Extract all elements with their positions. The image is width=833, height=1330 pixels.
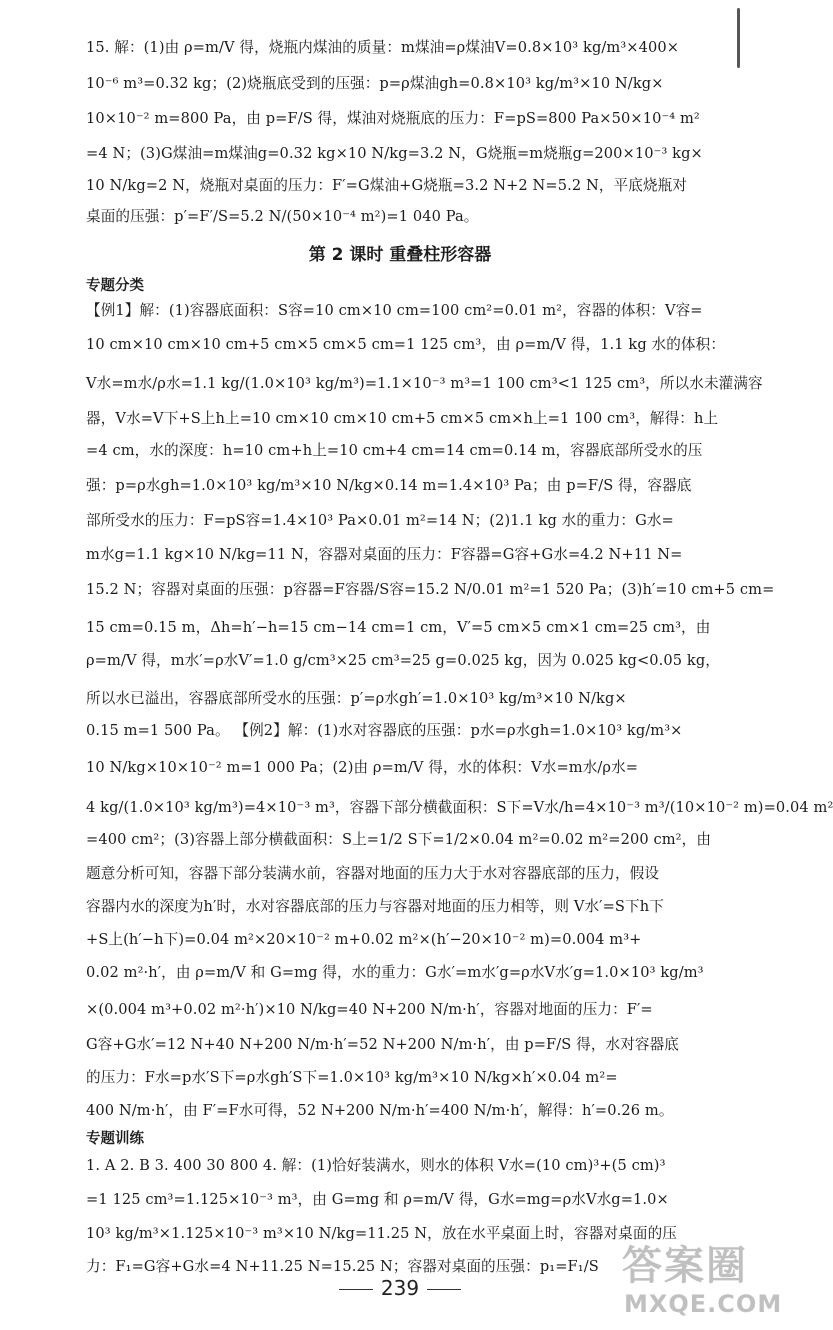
- page-number-dash-left: [339, 1289, 373, 1291]
- text-line: =4 cm，水的深度：h=10 cm+h上=10 cm+4 cm=14 cm=0.14 m，容器底部所受水的压: [86, 442, 703, 459]
- text-line: 10⁻⁶ m³=0.32 kg；(2)烧瓶底受到的压强：p=ρ煤油gh=0.8×10³ kg/m³×10 N/kg×: [86, 75, 664, 92]
- watermark-bottom-text: MXQE.COM: [624, 1290, 783, 1318]
- page-number-text: 239: [380, 1276, 420, 1300]
- text-line: 力：F₁=G容+G水=4 N+11.25 N=15.25 N；容器对桌面的压强：p₁=F₁/S: [86, 1258, 599, 1275]
- text-line: 【例1】解：(1)容器底面积：S容=10 cm×10 cm=100 cm²=0.01 m²，容器的体积：V容=: [86, 302, 703, 319]
- text-line: 10³ kg/m³×1.125×10⁻³ m³×10 N/kg=11.25 N，放在水平桌面上时，容器对桌面的压: [86, 1225, 677, 1242]
- text-line: =4 N；(3)G煤油=m煤油g=0.32 kg×10 N/kg=3.2 N，G烧瓶=m烧瓶g=200×10⁻³ kg×: [86, 145, 703, 162]
- watermark-top-text: 答案圈: [622, 1243, 748, 1289]
- text-line: 400 N/m·h′，由 F′=F水可得，52 N+200 N/m·h′=400 N/m·h′，解得：h′=0.26 m。: [86, 1102, 674, 1119]
- text-line: 器，V水=V下+S上h上=10 cm×10 cm×10 cm+5 cm×5 cm×h上=1 100 cm³，解得：h上: [86, 410, 719, 427]
- text-line: 容器内水的深度为h′时，水对容器底部的压力与容器对地面的压力相等，则 V水′=S下h下: [86, 898, 664, 915]
- text-line: 10×10⁻² m=800 Pa，由 p=F/S 得，煤油对烧瓶底的压力：F=pS=800 Pa×50×10⁻⁴ m²: [86, 110, 700, 127]
- text-line: ×(0.004 m³+0.02 m²·h′)×10 N/kg=40 N+200 N/m·h′，容器对地面的压力：F′=: [86, 1001, 653, 1018]
- text-line: ρ=m/V 得，m水′=ρ水V′=1.0 g/cm³×25 cm³=25 g=0.025 kg，因为 0.025 kg<0.05 kg，: [86, 652, 720, 669]
- text-line: 15. 解：(1)由 ρ=m/V 得，烧瓶内煤油的质量：m煤油=ρ煤油V=0.8×10³ kg/m³×400×: [86, 39, 680, 56]
- text-line: G容+G水′=12 N+40 N+200 N/m·h′=52 N+200 N/m·h′，由 p=F/S 得，水对容器底: [86, 1036, 679, 1053]
- text-line: 题意分析可知，容器下部分装满水前，容器对地面的压力大于水对容器底部的压力，假设: [86, 865, 660, 882]
- text-line: 0.02 m²·h′，由 ρ=m/V 和 G=mg 得，水的重力：G水′=m水′g=ρ水V水′g=1.0×10³ kg/m³: [86, 964, 704, 981]
- text-line: 所以水已溢出，容器底部所受水的压强：p′=ρ水gh′=1.0×10³ kg/m³×10 N/kg×: [86, 690, 627, 707]
- text-line: =1 125 cm³=1.125×10⁻³ m³，由 G=mg 和 ρ=m/V 得，G水=mg=ρ水V水g=1.0×: [86, 1191, 669, 1208]
- text-line: 1. A 2. B 3. 400 30 800 4. 解：(1)恰好装满水，则水的体积 V水=(10 cm)³+(5 cm)³: [86, 1157, 666, 1174]
- text-line: 4 kg/(1.0×10³ kg/m³)=4×10⁻³ m³，容器下部分横截面积：S下=V水/h=4×10⁻³ m³/(10×10⁻² m)=0.04 m²: [86, 799, 833, 816]
- text-line: 的压力：F水=p水′S下=ρ水gh′S下=1.0×10³ kg/m³×10 N/kg×h′×0.04 m²=: [86, 1069, 618, 1086]
- text-line: 桌面的压强：p′=F′/S=5.2 N/(50×10⁻⁴ m²)=1 040 Pa。: [86, 208, 479, 225]
- text-line: 强：p=ρ水gh=1.0×10³ kg/m³×10 N/kg×0.14 m=1.4×10³ Pa；由 p=F/S 得，容器底: [86, 477, 692, 494]
- text-line: m水g=1.1 kg×10 N/kg=11 N，容器对桌面的压力：F容器=G容+G水=4.2 N+11 N=: [86, 546, 683, 563]
- text-line: 10 N/kg=2 N，烧瓶对桌面的压力：F′=G煤油+G烧瓶=3.2 N+2 N=5.2 N，平底烧瓶对: [86, 177, 688, 194]
- text-line: V水=m水/ρ水=1.1 kg/(1.0×10³ kg/m³)=1.1×10⁻³ m³=1 100 cm³<1 125 cm³，所以水未灌满容: [86, 375, 763, 392]
- text-line: 10 N/kg×10×10⁻² m=1 000 Pa；(2)由 ρ=m/V 得，水的体积：V水=m水/ρ水=: [86, 759, 639, 776]
- subhead-category: 专题分类: [86, 278, 144, 294]
- watermark-logo: [600, 1228, 796, 1328]
- text-line: +S上(h′−h下)=0.04 m²×20×10⁻² m+0.02 m²×(h′−20×10⁻² m)=0.004 m³+: [86, 931, 642, 948]
- text-line: 10 cm×10 cm×10 cm+5 cm×5 cm×5 cm=1 125 cm³，由 ρ=m/V 得，1.1 kg 水的体积：: [86, 336, 726, 353]
- text-line: 0.15 m=1 500 Pa。 【例2】解：(1)水对容器底的压强：p水=ρ水gh=1.0×10³ kg/m³×: [86, 722, 683, 739]
- text-line: 15.2 N；容器对桌面的压强：p容器=F容器/S容=15.2 N/0.01 m²=1 520 Pa；(3)h′=10 cm+5 cm=: [86, 581, 775, 598]
- section-title: 第 2 课时 重叠柱形容器: [308, 245, 492, 265]
- text-line: 部所受水的压力：F=pS容=1.4×10³ Pa×0.01 m²=14 N；(2)1.1 kg 水的重力：G水=: [86, 512, 674, 529]
- text-line: =400 cm²；(3)容器上部分横截面积：S上=1/2 S下=1/2×0.04 m²=0.02 m²=200 cm²，由: [86, 831, 712, 848]
- page-number-dash-right: [427, 1289, 461, 1291]
- text-line: 15 cm=0.15 m，Δh=h′−h=15 cm−14 cm=1 cm，V′=5 cm×5 cm×1 cm=25 cm³，由: [86, 619, 711, 636]
- subhead-training: 专题训练: [86, 1131, 144, 1147]
